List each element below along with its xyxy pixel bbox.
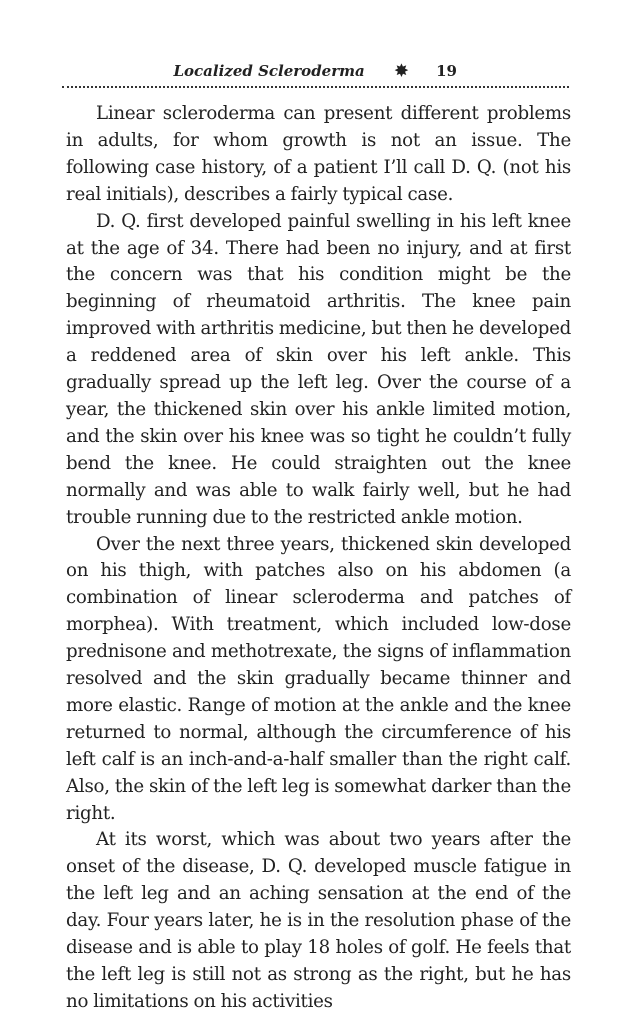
paragraph: At its worst, which was about two years after the onset of the disease, D. Q. developed muscle fatigue in the left leg and an aching sensation at the end of the day. Four years later, he is in the resolution phase of the disease and is able to play 18 holes of golf. He feels that the left leg is still not as strong as the right, but he has no limitations on his activities — [66, 829, 571, 1012]
running-title: Localized Scleroderma — [173, 62, 365, 80]
star-ornament-icon: ✸ — [394, 61, 409, 80]
header-dotted-rule — [62, 86, 569, 88]
body-text — [66, 101, 571, 1016]
running-head — [62, 61, 569, 81]
page-number: 19 — [436, 62, 457, 80]
paragraph: D. Q. first developed painful swelling in his left knee at the age of 34. There had been no injury, and at first the concern was that his condition might be the beginning of rheumatoid arthritis. The knee pain improved with arthritis medicine, but then he developed a reddened area of skin over his left ankle. This gradually spread up the left leg. Over the course of a year, the thickened skin over his ankle limited motion, and the skin over his knee was so tight he couldn’t fully bend the knee. He could straighten out the knee normally and was able to walk fairly well, but he had trouble running due to the restricted ankle motion. — [66, 210, 571, 528]
paragraph: Linear scleroderma can present different problems in adults, for whom growth is not an issue. The following case history, of a patient I’ll call D. Q. (not his real initials), describes a fairly typical case. — [66, 103, 571, 205]
paragraph: Over the next three years, thickened skin developed on his thigh, with patches also on his abdomen (a combination of linear scleroderma and patches of morphea). With treatment, which included low-dose prednisone and methotrexate, the signs of inflammation resolved and the skin gradually became thinner and more elastic. Range of motion at the ankle and the knee returned to normal, although the circumference of his left calf is an inch-and-a-half smaller than the right calf. Also, the skin of the left leg is somewhat darker than the right. — [66, 533, 571, 824]
